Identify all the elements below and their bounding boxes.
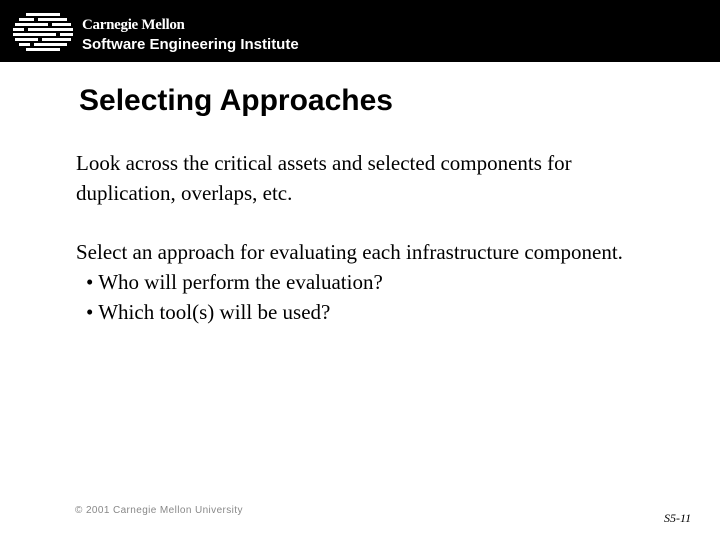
slide-title: Selecting Approaches <box>79 84 393 117</box>
slide-body <box>76 148 676 327</box>
paragraph-text: Select an approach for evaluating each infrastructure component. <box>76 240 623 264</box>
paragraph-look-across: Look across the critical assets and selected components for duplication, overlaps, etc. <box>76 151 572 205</box>
bullet-item: • Who will perform the evaluation? <box>86 270 383 294</box>
bullet-item: • Which tool(s) will be used? <box>86 300 331 324</box>
copyright-notice: © 2001 Carnegie Mellon University <box>75 505 243 516</box>
page-number: S5-11 <box>664 511 692 525</box>
logo-institute-name: Software Engineering Institute <box>82 36 299 53</box>
paragraph-select-approach <box>76 237 676 327</box>
striped-globe-icon <box>12 12 74 52</box>
header-bar <box>0 0 720 62</box>
logo-university-name: Carnegie Mellon <box>82 17 185 33</box>
